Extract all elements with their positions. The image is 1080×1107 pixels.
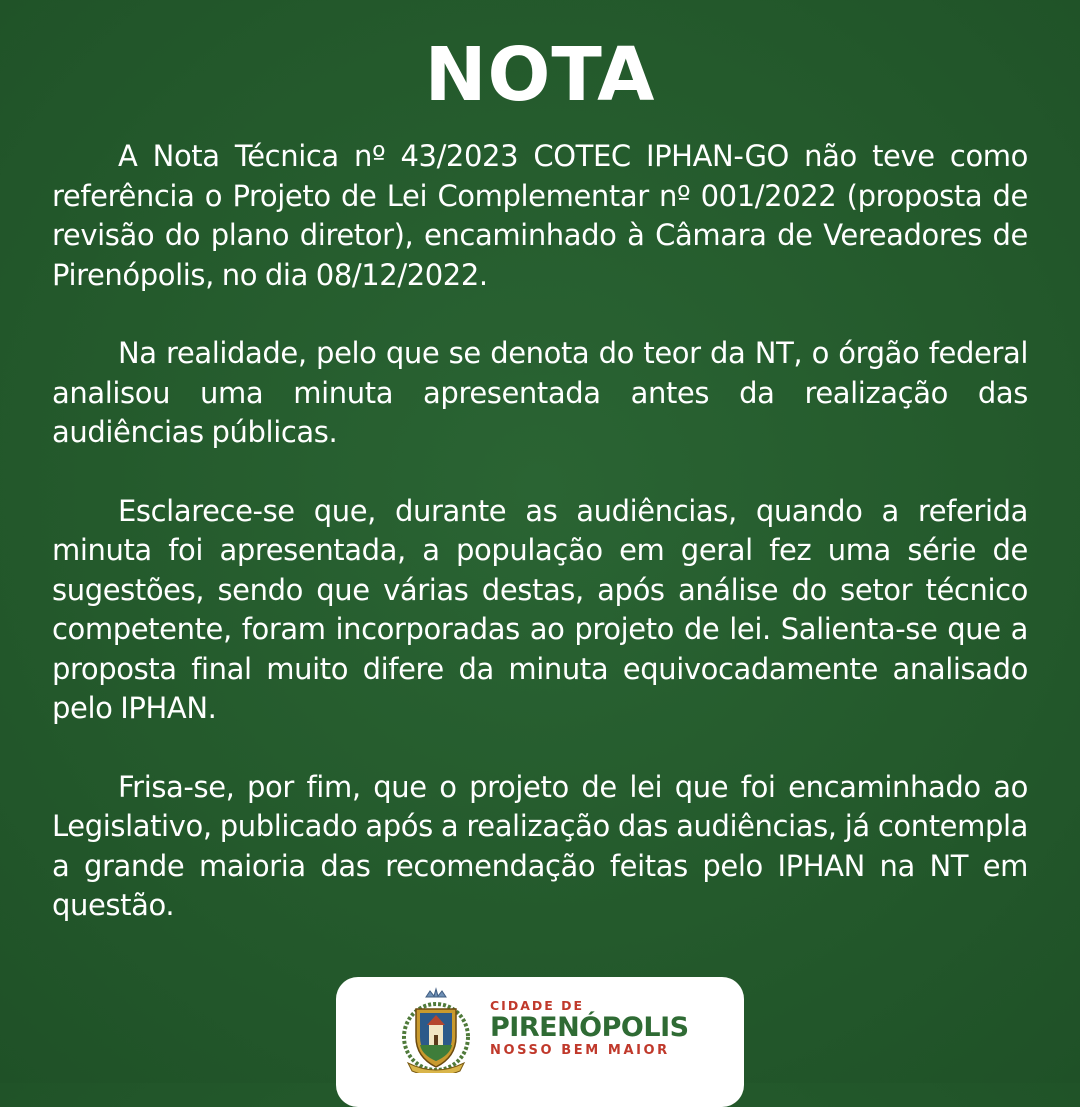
logo-city-name: PIRENÓPOLIS bbox=[490, 1012, 689, 1043]
logo-wordmark bbox=[490, 999, 689, 1059]
logo-slogan: NOSSO BEM MAIOR bbox=[490, 1043, 670, 1058]
logo-city-of: CIDADE DE bbox=[490, 998, 585, 1013]
paragraph-3: Esclarece-se que, durante as audiências, quando a referida minuta foi apresentada, a população em geral fez uma série de sugestões, sendo que várias destas, após análise do setor técnico competente, foram incorporadas ao projeto de lei. Salienta-se que a proposta final muito difere da minuta equivocadamente analisado pelo IPHAN. bbox=[52, 493, 1028, 725]
paragraph-2: Na realidade, pelo que se denota do teor da NT, o órgão federal analisou uma minuta apresentada antes da realização das audiências públicas. bbox=[52, 336, 1028, 449]
note-body bbox=[52, 137, 1028, 965]
paragraph-4: Frisa-se, por fim, que o projeto de lei que foi encaminhado ao Legislativo, publicado após a realização das audiências, já contempla a grande maioria das recomendação feitas pelo IPHAN na NT em questão. bbox=[52, 769, 1028, 922]
city-logo-card bbox=[336, 977, 744, 1107]
paragraph-1: A Nota Técnica nº 43/2023 COTEC IPHAN-GO não teve como referência o Projeto de Lei Complementar nº 001/2022 (proposta de revisão do plano diretor), encaminhado à Câmara de Vereadores de Pirenópolis, no dia 08/12/2022. bbox=[52, 139, 1028, 292]
city-coat-of-arms-icon bbox=[398, 987, 474, 1073]
page-title: NOTA bbox=[424, 32, 656, 118]
